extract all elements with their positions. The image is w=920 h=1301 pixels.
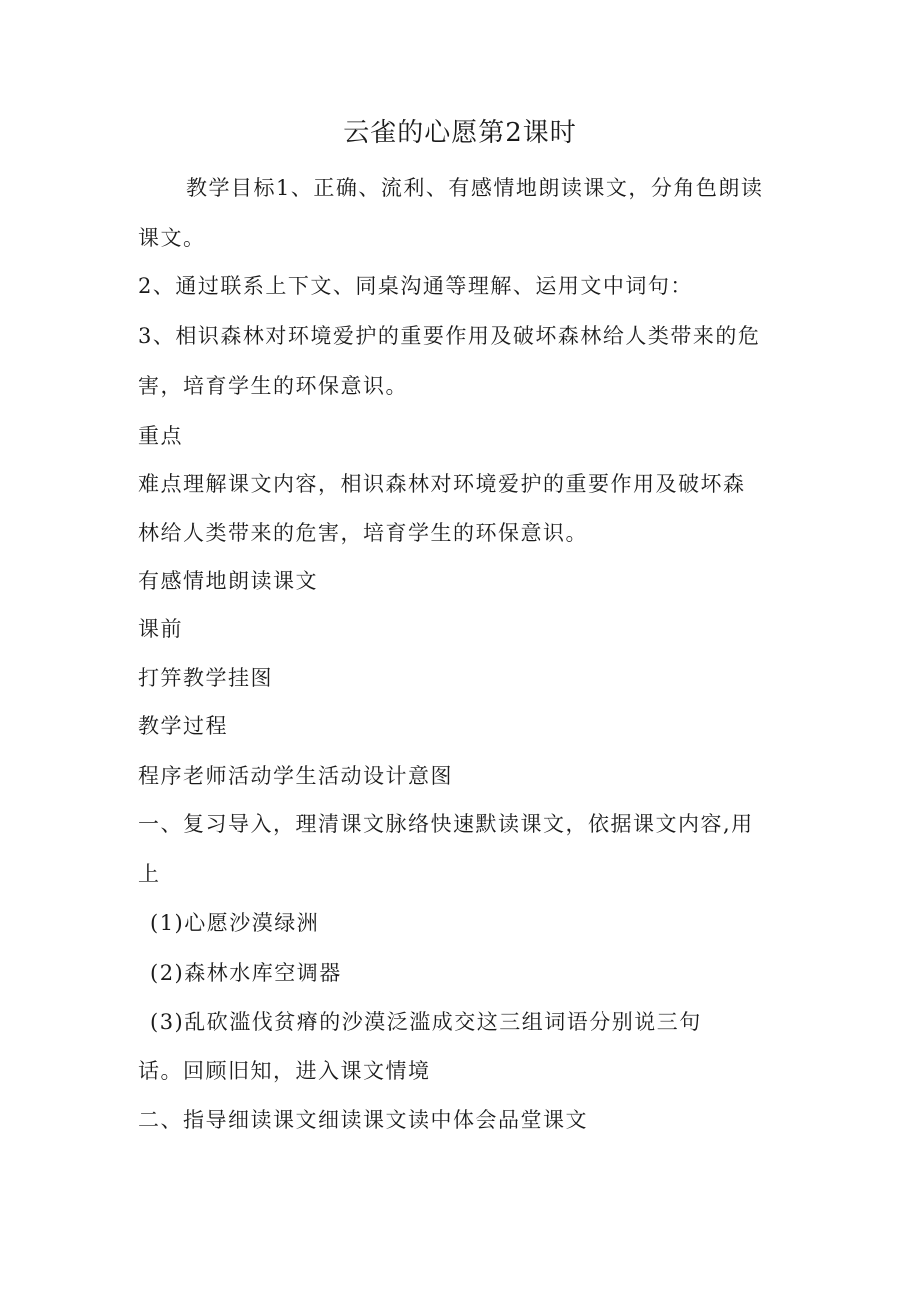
section-1-line-2: 上 bbox=[138, 862, 161, 886]
process-heading: 教学过程 bbox=[138, 714, 228, 738]
key-points-heading: 重点 bbox=[138, 424, 183, 448]
section-2-line: 二、指导细读课文细读课文读中体会品堂课文 bbox=[138, 1108, 588, 1132]
item-3-line-1: (3)乱砍滥伐贫瘠的沙漠泛滥成交这三组词语分别说三句 bbox=[150, 1010, 702, 1034]
pre-class-heading: 课前 bbox=[138, 617, 183, 641]
objectives-line-2: 课文。 bbox=[138, 226, 206, 250]
page-title: 云雀的心愿第2课时 bbox=[343, 118, 577, 148]
objective-2: 2、通过联系上下文、同桌沟通等理解、运用文中词句： bbox=[138, 274, 693, 298]
section-1-line-1: 一、复习导入，理清课文脉络快速默读课文，依据课文内容,用 bbox=[138, 812, 754, 836]
reading-line: 有感情地朗读课文 bbox=[138, 569, 318, 593]
objective-3-line-1: 3、相识森林对环境爱护的重要作用及破坏森林给人类带来的危 bbox=[138, 324, 761, 348]
preparation-line: 打笄教学挂图 bbox=[138, 666, 273, 690]
difficulty-line-1: 难点理解课文内容，相识森林对环境爱护的重要作用及破坏森 bbox=[138, 472, 746, 496]
difficulty-line-2: 林给人类带来的危害，培育学生的环保意识。 bbox=[138, 521, 588, 545]
objectives-line-1: 教学目标1、正确、流利、有感情地朗读课文，分角色朗读 bbox=[186, 176, 764, 200]
item-2: (2)森林水库空调器 bbox=[150, 961, 342, 985]
objective-3-line-2: 害，培育学生的环保意识。 bbox=[138, 374, 408, 398]
item-1: (1)心愿沙漠绿洲 bbox=[150, 911, 320, 935]
item-3-line-2: 话。回顾旧知，进入课文情境 bbox=[138, 1059, 431, 1083]
table-header-line: 程序老师活动学生活动设计意图 bbox=[138, 764, 453, 788]
